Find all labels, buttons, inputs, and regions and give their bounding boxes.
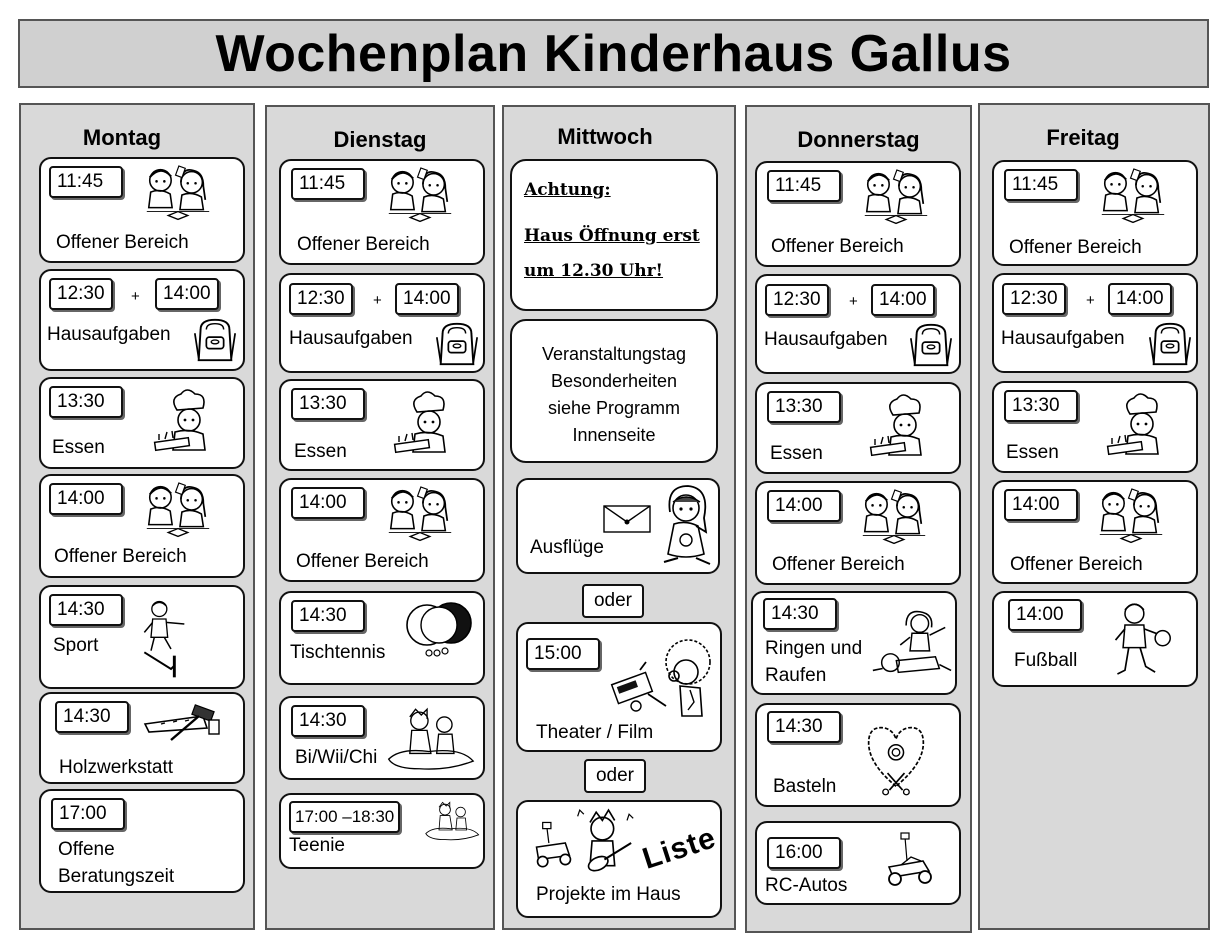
- chef-cooking-icon: [1098, 387, 1178, 467]
- event-text: Veranstaltungstag: [541, 344, 687, 364]
- schedule-card: [751, 591, 957, 695]
- schedule-card: [516, 800, 722, 918]
- liste-handwritten: Liste: [638, 821, 721, 876]
- time-box: 15:00: [526, 638, 600, 670]
- schedule-card: [992, 160, 1198, 266]
- letter-icon: [602, 504, 652, 534]
- schedule-card: [279, 159, 485, 265]
- plus-sign: +: [849, 293, 858, 310]
- schedule-card: [279, 273, 485, 373]
- activity-label: RC-Autos: [765, 875, 848, 896]
- plus-sign: +: [1086, 292, 1095, 309]
- activity-label: Offener Bereich: [56, 232, 189, 253]
- time-box: 11:45: [291, 168, 365, 200]
- girl-sitting-icon: [656, 482, 716, 572]
- activity-label: Essen: [52, 437, 105, 458]
- activity-label: Fußball: [1014, 650, 1078, 671]
- schedule-card: [516, 478, 720, 574]
- activity-label: Hausaufgaben: [1001, 328, 1125, 349]
- activity-label: Hausaufgaben: [289, 328, 413, 349]
- projects-music-rc-icon: [528, 806, 652, 878]
- day-heading-freitag: Freitag: [1046, 125, 1120, 150]
- kids-playing-cards-icon: [139, 161, 217, 227]
- time-box: 17:00: [51, 798, 125, 830]
- kids-playing-cards-icon: [857, 165, 935, 231]
- time-box: 14:00: [291, 487, 365, 519]
- time-box: 12:30: [1002, 283, 1066, 315]
- activity-label: Offener Bereich: [297, 234, 430, 255]
- schedule-card: [279, 478, 485, 582]
- activity-label: Essen: [770, 443, 823, 464]
- time-box: 14:30: [767, 711, 841, 743]
- column-mittwoch: [502, 105, 736, 930]
- activity-label: Essen: [1006, 442, 1059, 463]
- time-box: 16:00: [767, 837, 841, 869]
- schedule-card: [755, 382, 961, 474]
- activity-label-line2: Raufen: [765, 665, 827, 686]
- time-box: 11:45: [767, 170, 841, 202]
- activity-label: Bi/Wii/Chi: [295, 744, 377, 771]
- schedule-card: [755, 821, 961, 905]
- activity-label: Holzwerkstatt: [59, 757, 174, 778]
- schedule-card: [39, 377, 245, 469]
- schedule-card: [39, 157, 245, 263]
- day-heading-montag: Montag: [82, 125, 162, 150]
- time-box: 14:30: [763, 598, 837, 630]
- backpack-icon: [1146, 319, 1194, 369]
- time-box: 14:00: [155, 278, 219, 310]
- activity-label: Tischtennis: [290, 642, 386, 663]
- time-box: 11:45: [49, 166, 123, 198]
- time-box: 13:30: [291, 388, 365, 420]
- schedule-card: [39, 585, 245, 689]
- soccer-player-icon: [1108, 597, 1174, 685]
- title-bar: [18, 19, 1209, 88]
- time-box: 14:00: [1008, 599, 1082, 631]
- kids-playing-cards-icon: [1094, 164, 1172, 230]
- activity-label: Sport: [53, 635, 99, 656]
- schedule-card: [279, 591, 485, 685]
- chef-cooking-icon: [861, 388, 941, 468]
- kids-wrestling-icon: [867, 603, 955, 687]
- teens-sitting-icon: [421, 799, 481, 843]
- time-box: 13:30: [767, 391, 841, 423]
- activity-label: Projekte im Haus: [536, 884, 681, 905]
- plus-sign: +: [131, 288, 140, 305]
- activity-label: Hausaufgaben: [764, 329, 888, 350]
- time-box: 12:30: [49, 278, 113, 310]
- column-freitag: [978, 103, 1210, 930]
- activity-label: Ausflüge: [530, 537, 604, 558]
- kids-playing-cards-icon: [139, 478, 217, 544]
- time-box: 12:30: [289, 283, 353, 315]
- table-tennis-icon: [399, 599, 479, 659]
- activity-label: Ringen und: [765, 638, 863, 659]
- time-box: 14:00: [49, 483, 123, 515]
- time-box: 14:30: [49, 594, 123, 626]
- notice-heading: Achtung:: [524, 180, 611, 200]
- schedule-card: [39, 474, 245, 578]
- day-heading-dienstag: Dienstag: [333, 127, 427, 152]
- saw-hammer-icon: [141, 702, 221, 746]
- time-box: 14:30: [291, 705, 365, 737]
- activity-label: Offene: [58, 839, 115, 860]
- kids-playing-cards-icon: [855, 485, 933, 551]
- schedule-card: [39, 692, 245, 784]
- schedule-card: [39, 269, 245, 371]
- time-box: 14:00: [767, 490, 841, 522]
- activity-label: Essen: [294, 441, 347, 462]
- time-box: 14:00: [1004, 489, 1078, 521]
- activity-label: Offener Bereich: [296, 551, 429, 572]
- activity-label: Offener Bereich: [1010, 554, 1143, 575]
- time-box: 11:45: [1004, 169, 1078, 201]
- activity-label: Offener Bereich: [772, 554, 905, 575]
- schedule-card: [755, 481, 961, 585]
- activity-label: Theater / Film: [536, 722, 654, 743]
- oder-label: oder: [582, 584, 644, 618]
- schedule-card: [992, 591, 1198, 687]
- schedule-card: [279, 379, 485, 471]
- time-box: 17:00 –18:30: [289, 801, 400, 833]
- time-box: 14:00: [395, 283, 459, 315]
- kids-playing-cards-icon: [1092, 484, 1170, 550]
- oder-label: oder: [584, 759, 646, 793]
- chef-cooking-icon: [385, 385, 465, 465]
- event-text: Innenseite: [572, 425, 656, 445]
- backpack-icon: [191, 315, 239, 365]
- time-box: 14:00: [871, 284, 935, 316]
- theater-film-icon: [610, 632, 720, 732]
- schedule-card: [755, 703, 961, 807]
- notice-text: Haus Öffnung erst: [524, 226, 700, 246]
- schedule-card: [755, 161, 961, 267]
- event-text: Besonderheiten: [550, 371, 678, 391]
- backpack-icon: [907, 320, 955, 370]
- activity-label: Hausaufgaben: [47, 324, 171, 345]
- day-heading-mittwoch: Mittwoch: [557, 124, 653, 149]
- rc-car-icon: [881, 829, 941, 893]
- plus-sign: +: [373, 292, 382, 309]
- schedule-card: [992, 273, 1198, 373]
- notice-card: [510, 159, 718, 311]
- kids-playing-cards-icon: [381, 163, 459, 229]
- column-montag: [19, 103, 255, 930]
- backpack-icon: [433, 319, 481, 369]
- time-box: 12:30: [765, 284, 829, 316]
- time-box: 14:30: [291, 600, 365, 632]
- schedule-card: [992, 480, 1198, 584]
- activity-label: Offener Bereich: [1009, 237, 1142, 258]
- chef-cooking-icon: [145, 383, 225, 463]
- heart-scissors-icon: [863, 713, 929, 803]
- activity-label: Offener Bereich: [771, 236, 904, 257]
- kids-playing-cards-icon: [381, 482, 459, 548]
- child-exercising-icon: [141, 591, 191, 687]
- activity-label: Basteln: [773, 776, 837, 797]
- schedule-card: [755, 274, 961, 374]
- column-donnerstag: [745, 105, 972, 933]
- time-box: 14:30: [55, 701, 129, 733]
- activity-label: Offener Bereich: [54, 546, 187, 567]
- event-card: [510, 319, 718, 463]
- time-box: 13:30: [49, 386, 123, 418]
- activity-label-line2: Beratungszeit: [58, 866, 175, 887]
- time-box: 13:30: [1004, 390, 1078, 422]
- kids-sitting-icon: [381, 700, 477, 778]
- schedule-card: [279, 793, 485, 869]
- page-title: Wochenplan Kinderhaus Gallus: [215, 24, 1012, 83]
- schedule-card: [39, 789, 245, 893]
- schedule-card: [992, 381, 1198, 473]
- activity-label: Teenie: [289, 835, 345, 856]
- schedule-card: [279, 696, 485, 780]
- notice-text: um 12.30 Uhr!: [524, 261, 664, 281]
- column-dienstag: [265, 105, 495, 930]
- schedule-card: [516, 622, 722, 752]
- time-box: 14:00: [1108, 283, 1172, 315]
- day-heading-donnerstag: Donnerstag: [797, 127, 920, 152]
- event-text: siehe Programm: [547, 398, 681, 418]
